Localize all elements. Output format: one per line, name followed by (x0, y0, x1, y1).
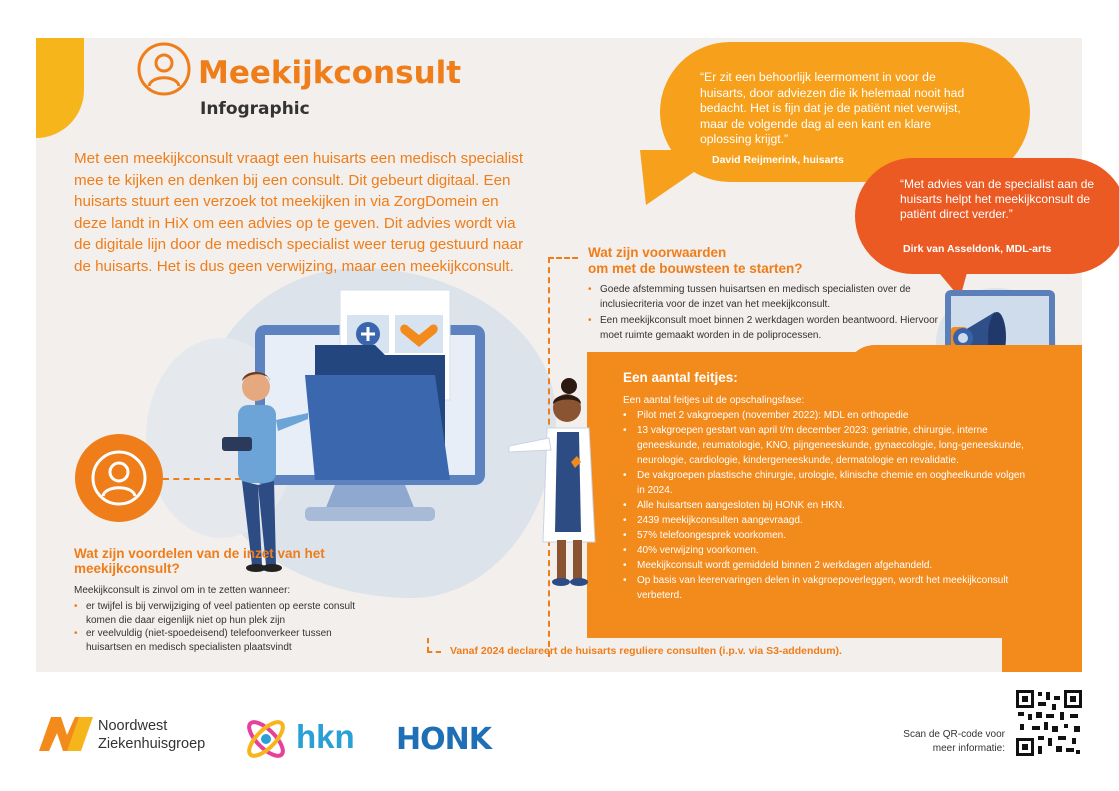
person-icon (137, 42, 191, 102)
list-item: • Meekijkconsult wordt gemiddeld binnen 2 werkdagen afgehandeld. (623, 558, 1033, 573)
voorwaarden-list (588, 283, 938, 345)
person-icon (75, 434, 163, 522)
list-item: • Goede afstemming tussen huisartsen en medisch specialisten over de inclusiecriteria voor de inzet van het meekijkconsult. (588, 283, 938, 312)
voorwaarden-title-line2: om met de bouwsteen te starten? (588, 261, 803, 276)
noordwest-logo-text (98, 717, 205, 753)
list-item: • 13 vakgroepen gestart van april t/m december 2023: geriatrie, chirurgie, interne geneeskunde, reumatologie, KNO, pijngeneeskunde, gynaecologie, long-geneeskunde, neurologie, cardiologie, kindergeneeskunde, dermatologie en revalidatie. (623, 423, 1033, 468)
voorwaarden-title-line1: Wat zijn voorwaarden (588, 245, 727, 260)
footnote: Vanaf 2024 declareert de huisarts reguliere consulten (i.p.v. via S3-addendum). (450, 645, 842, 657)
list-item: • 2439 meekijkconsulten aangevraagd. (623, 513, 1033, 528)
doctor-illustration (505, 372, 600, 597)
noordwest-logo-mark (37, 713, 95, 753)
quote-1-author: David Reijmerink, huisarts (712, 154, 844, 166)
dashed-connector (427, 638, 429, 652)
quote-2-text: “Met advies van de specialist aan de huisarts helpt het meekijkconsult de patiënt direct verder.” (900, 177, 1095, 221)
list-item: • Alle huisartsen aangesloten bij HONK en HKN. (623, 498, 1033, 513)
page-subtitle: Infographic (200, 99, 310, 119)
qr-instruction: Scan de QR-code voor meer informatie: (903, 729, 1005, 754)
logo-line: Ziekenhuisgroep (98, 736, 206, 752)
feiten-title: Een aantal feitjes: (623, 370, 738, 385)
list-item: • er veelvuldig (niet-spoedeisend) telefoonverkeer tussen huisartsen en medisch specialisten plaatsvindt (74, 627, 374, 654)
hkn-logo-text: hkn (296, 718, 355, 755)
list-item: • 40% verwijzing voorkomen. (623, 543, 1033, 558)
list-item: • er twijfel is bij verwijziging of veel patienten op eerste consult komen die daar eigenlijk niet op hun plek zijn (74, 600, 374, 627)
list-item: • Pilot met 2 vakgroepen (november 2022): MDL en orthopedie (623, 408, 1033, 423)
yellow-corner-decoration (36, 38, 84, 138)
voordelen-title: Wat zijn voordelen van de inzet van het meekijkconsult? (74, 546, 325, 576)
logo-line: Noordwest (98, 718, 168, 734)
list-item: • Op basis van leerervaringen delen in vakgroepoverleggen, wordt het meekijkconsult verbeterd. (623, 573, 1033, 603)
qr-code[interactable] (1014, 688, 1084, 758)
person-circle-icon (75, 434, 163, 522)
list-item: • Een meekijkconsult moet binnen 2 werkdagen worden beantwoord. Hiervoor moet ruimte gemaakt worden in de poliprocessen. (588, 314, 938, 343)
honk-logo: HONK (396, 722, 491, 757)
page-title: Meekijkconsult (198, 55, 462, 91)
list-item: • De vakgroepen plastische chirurgie, urologie, klinische chemie en oogheelkunde volgen in 2024. (623, 468, 1033, 498)
voordelen-intro: Meekijkconsult is zinvol om in te zetten wanneer: (74, 585, 291, 596)
feiten-intro: Een aantal feitjes uit de opschalingsfase: (623, 395, 805, 406)
voordelen-list (74, 600, 374, 654)
dashed-connector (548, 257, 578, 259)
hkn-logo-mark (240, 713, 292, 765)
list-item: • 57% telefoongesprek voorkomen. (623, 528, 1033, 543)
feiten-list (623, 408, 1033, 603)
quote-2-author: Dirk van Asseldonk, MDL-arts (903, 243, 1052, 255)
dashed-connector (427, 651, 441, 653)
intro-text: Met een meekijkconsult vraagt een huisarts een medisch specialist mee te kijken en denken bij een consult. Dit gebeurt digitaal. Een huisarts stuurt een verzoek tot meekijken in via ZorgDomein en deze landt in HiX om een advies op te geven. Dit advies wordt via de digitale lijn door de medisch specialist weer terug gestuurd naar de huisarts. Het is dus geen verwijzing, maar een meekijkconsult. (74, 150, 524, 275)
quote-1-text: “Er zit een behoorlijk leermoment in voor de huisarts, door adviezen die ik helemaal nooit had bedacht. Het is fijn dat je de patiënt niet verwijst, maar de volgende dag al een kant en klare oplossing krijgt.” (700, 70, 965, 146)
voorwaarden-title (588, 245, 803, 277)
